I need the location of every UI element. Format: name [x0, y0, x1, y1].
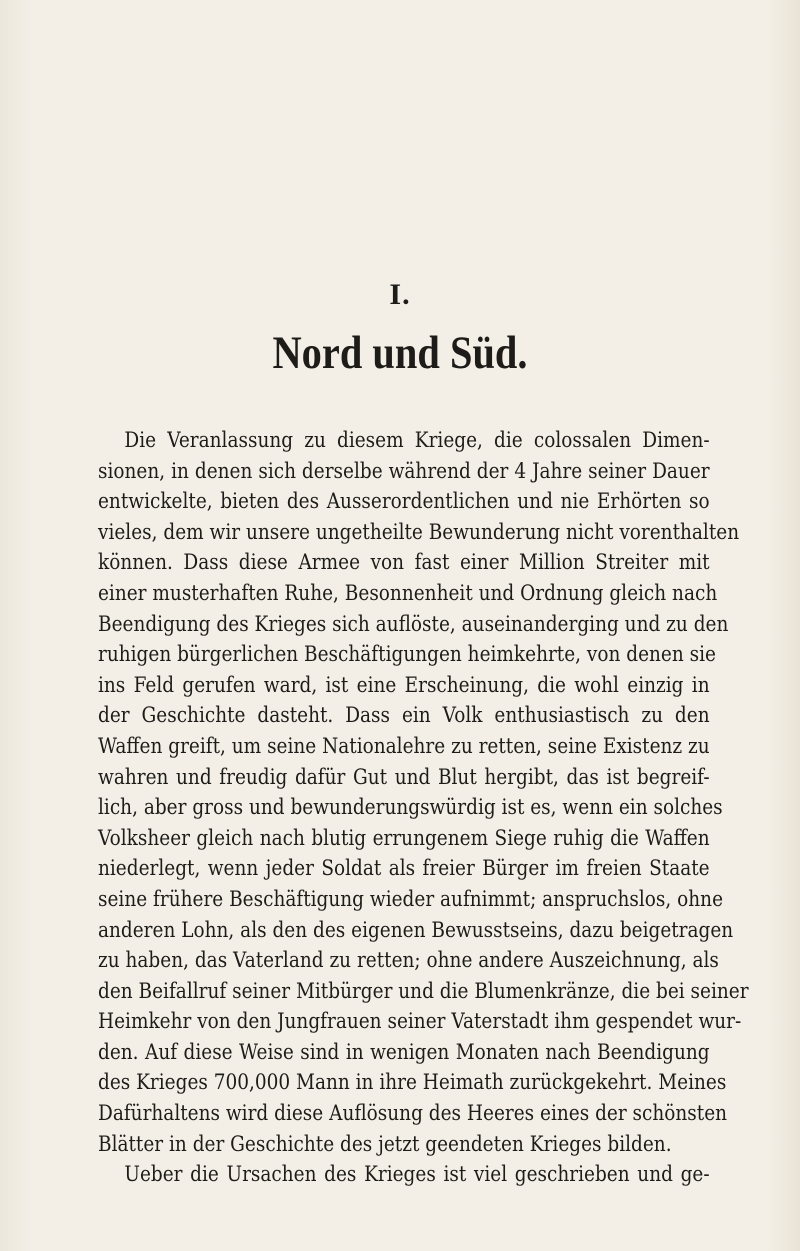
text-line: wahren und freudig dafür Gut und Blut hergibt, das ist begreif-	[98, 764, 710, 789]
text-line: können. Dass diese Armee von fast einer Million Streiter mit	[98, 550, 710, 575]
text-line: den Beifallruf seiner Mitbürger und die Blumenkränze, die bei seiner	[98, 978, 749, 1003]
chapter-title: Nord und Süd.	[272, 327, 528, 379]
text-line: niederlegt, wenn jeder Soldat als freier Bürger im freien Staate	[98, 856, 710, 881]
text-line: Ueber die Ursachen des Krieges ist viel geschrieben und ge-	[124, 1162, 710, 1187]
text-line: sionen, in denen sich derselbe während der 4 Jahre seiner Dauer	[98, 458, 710, 483]
text-line: ruhigen bürgerlichen Beschäftigungen heimkehrte, von denen sie	[98, 642, 716, 667]
text-line: der Geschichte dasteht. Dass ein Volk enthusiastisch zu den	[98, 703, 710, 728]
text-line: Blätter in der Geschichte des jetzt geendeten Krieges bilden.	[98, 1131, 672, 1156]
text-line: seine frühere Beschäftigung wieder aufnimmt; anspruchslos, ohne	[98, 886, 724, 911]
text-line: vieles, dem wir unsere ungetheilte Bewunderung nicht vorenthalten	[98, 519, 740, 544]
text-line: zu haben, das Vaterland zu retten; ohne andere Auszeichnung, als	[98, 948, 719, 973]
text-line: Beendigung des Krieges sich auflöste, auseinanderging und zu den	[98, 611, 729, 636]
text-line: Heimkehr von den Jungfrauen seiner Vaterstadt ihm gespendet wur-	[98, 1009, 742, 1034]
text-line: Die Veranlassung zu diesem Kriege, die colossalen Dimen-	[124, 428, 710, 452]
text-line: Dafürhaltens wird diese Auflösung des Heeres eines der schönsten	[98, 1101, 728, 1126]
text-line: lich, aber gross und bewunderungswürdig ist es, wenn ein solches	[98, 795, 723, 820]
text-line: Waffen greift, um seine Nationalehre zu retten, seine Existenz zu	[98, 733, 710, 758]
text-line: Volksheer gleich nach blutig errungenem Siege ruhig die Waffen	[98, 825, 710, 850]
body-text	[98, 425, 749, 1190]
text-line: anderen Lohn, als den des eigenen Bewusstseins, dazu beigetragen	[98, 917, 734, 942]
text-line: des Krieges 700,000 Mann in ihre Heimath zurückgekehrt. Meines	[98, 1070, 727, 1095]
chapter-number: I.	[389, 278, 411, 311]
text-line: den. Auf diese Weise sind in wenigen Monaten nach Beendigung	[98, 1039, 710, 1064]
text-line: ins Feld gerufen ward, ist eine Erscheinung, die wohl einzig in	[98, 672, 710, 697]
text-line: entwickelte, bieten des Ausserordentlichen und nie Erhörten so	[98, 489, 710, 514]
text-line: einer musterhaften Ruhe, Besonnenheit und Ordnung gleich nach	[98, 580, 718, 605]
